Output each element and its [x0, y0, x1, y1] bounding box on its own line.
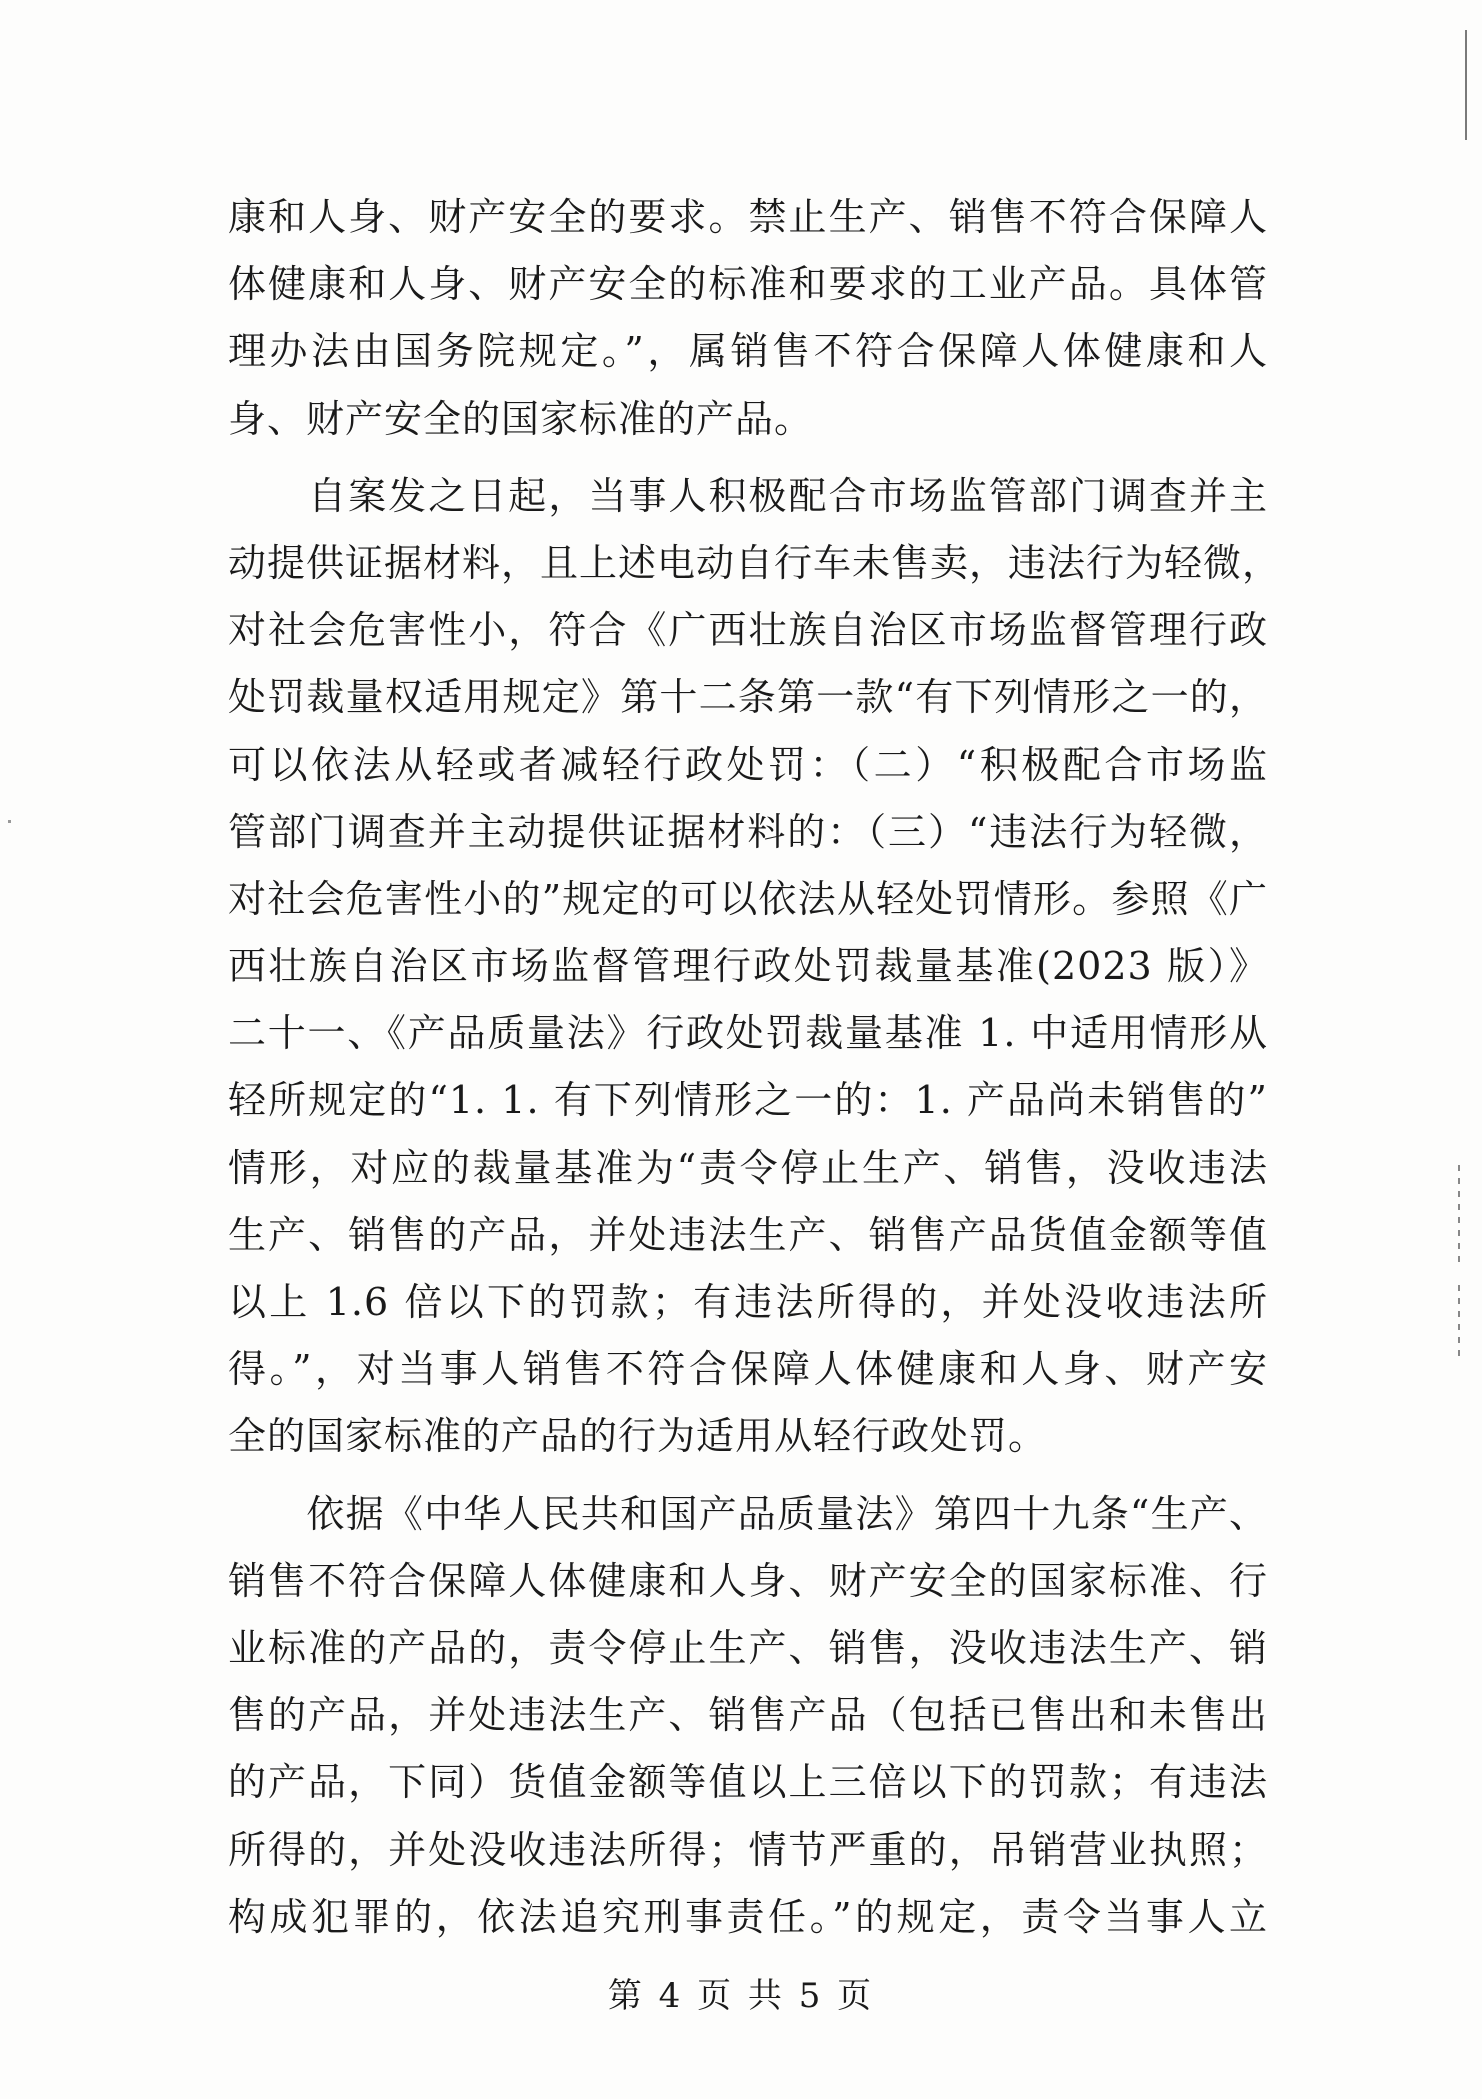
text-line: 以上 1.6 倍以下的罚款；有违法所得的，并处没收违法所: [228, 1280, 1268, 1324]
text-line: 西壮族自治区市场监督管理行政处罚裁量基准(2023 版）》: [228, 944, 1268, 989]
paragraph: [228, 184, 1268, 453]
page-number: 第 4 页 共 5 页: [607, 1976, 875, 2016]
text-line: 动提供证据材料，且上述电动自行车未售卖，违法行为轻微，: [228, 540, 1282, 585]
text-line: 管部门调查并主动提供证据材料的：（三）“违法行为轻微，: [228, 809, 1268, 854]
text-line: 业标准的产品的，责令停止生产、销售，没收违法生产、销: [228, 1625, 1268, 1670]
scan-edge-mark: [8, 820, 11, 823]
text-line: 情形，对应的裁量基准为“责令停止生产、销售，没收违法: [228, 1145, 1268, 1190]
scan-edge-mark: [1458, 1165, 1460, 1269]
text-line: 康和人身、财产安全的要求。禁止生产、销售不符合保障人: [228, 195, 1268, 239]
text-line: 对社会危害性小，符合《广西壮族自治区市场监督管理行政: [228, 608, 1268, 653]
text-line: 处罚裁量权适用规定》第十二条第一款“有下列情形之一的，: [228, 675, 1268, 720]
text-line: 的产品，下同）货值金额等值以上三倍以下的罚款；有违法: [228, 1760, 1268, 1805]
text-line: 得。”，对当事人销售不符合保障人体健康和人身、财产安: [228, 1347, 1268, 1392]
text-line: 轻所规定的“1. 1. 有下列情形之一的：1. 产品尚未销售的”: [228, 1078, 1268, 1123]
scan-edge-mark: [1465, 30, 1467, 140]
text-line: 依据《中华人民共和国产品质量法》第四十九条“生产、: [228, 1491, 1268, 1536]
text-line: 销售不符合保障人体健康和人身、财产安全的国家标准、行: [228, 1558, 1268, 1603]
text-line: 构成犯罪的，依法追究刑事责任。”的规定，责令当事人立: [228, 1894, 1268, 1939]
text-line: 可以依法从轻或者减轻行政处罚：（二）“积极配合市场监: [228, 742, 1268, 787]
scan-edge-mark: [1458, 1285, 1460, 1363]
text-line: 自案发之日起，当事人积极配合市场监管部门调查并主: [228, 473, 1268, 518]
text-line: 生产、销售的产品，并处违法生产、销售产品货值金额等值: [228, 1212, 1268, 1257]
text-line: 对社会危害性小的”规定的可以依法从轻处罚情形。参照《广: [228, 876, 1268, 921]
text-line: 理办法由国务院规定。”，属销售不符合保障人体健康和人: [228, 329, 1268, 374]
text-line: 售的产品，并处违法生产、销售产品（包括已售出和未售出: [228, 1693, 1268, 1738]
text-line: 全的国家标准的产品的行为适用从轻行政处罚。: [228, 1414, 1048, 1459]
text-line: 身、财产安全的国家标准的产品。: [228, 396, 814, 441]
paragraph: [228, 463, 1282, 1471]
text-line: 所得的，并处没收违法所得；情节严重的，吊销营业执照；: [228, 1827, 1268, 1872]
paragraph: [228, 1481, 1268, 1951]
document-body: [228, 184, 1282, 1951]
text-line: 体健康和人身、财产安全的标准和要求的工业产品。具体管: [228, 262, 1268, 307]
text-line: 二十一、《产品质量法》行政处罚裁量基准 1. 中适用情形从: [228, 1011, 1268, 1056]
